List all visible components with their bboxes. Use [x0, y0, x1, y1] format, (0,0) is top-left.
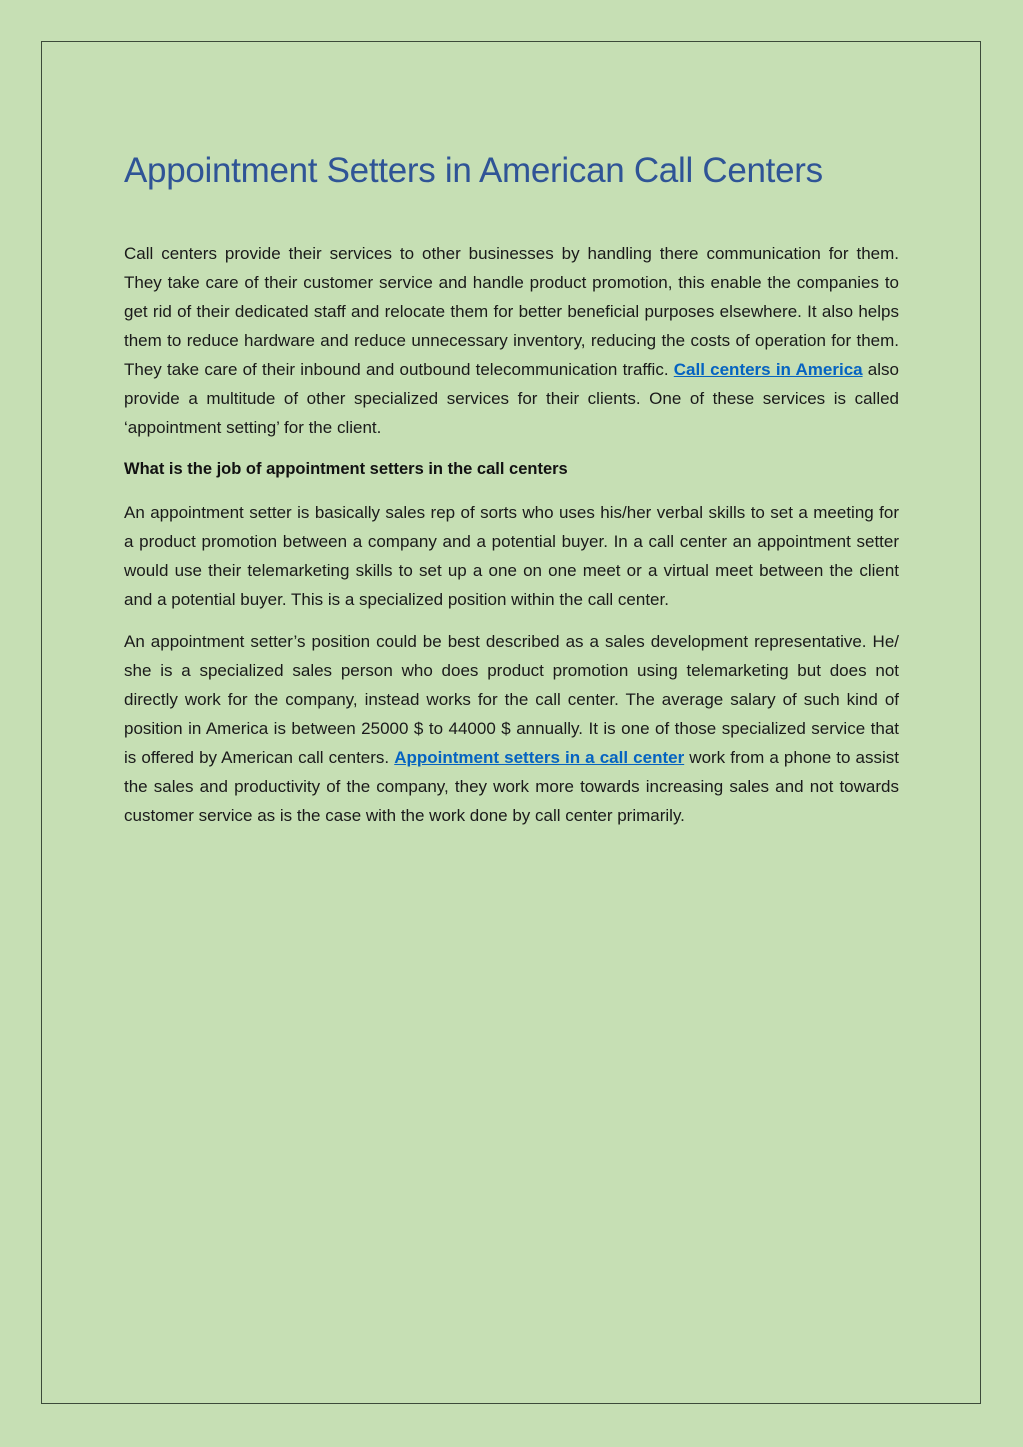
- sales-rep-text-start: An appointment setter’s position could be best described as a sales development representative. He/ she is a specialized sales person who does product promotion using telemarketing but does not directly work for the company, instead works for the call center. The average salary of such kind of position in America is between 25000 $ to 44000 $ annually. It is one of those specialized service that is offered by American call centers.: [124, 632, 899, 767]
- page-title: Appointment Setters in American Call Centers: [124, 151, 823, 190]
- document-body: [124, 148, 899, 830]
- sales-rep-text-end: work from a phone to assist the sales and productivity of the company, they work more towards increasing sales and not towards customer service as is the case with the work done by call center primarily.: [124, 748, 899, 825]
- job-description-paragraph: An appointment setter is basically sales rep of sorts who uses his/her verbal skills to set a meeting for a product promotion between a company and a potential buyer. In a call center an appointment setter would use their telemarketing skills to set up a one on one meet or a virtual meet between the client and a potential buyer. This is a specialized position within the call center.: [124, 503, 899, 609]
- section-heading: What is the job of appointment setters in the call centers: [124, 460, 568, 478]
- intro-text-start: Call centers provide their services to other businesses by handling there communication for them. They take care of their customer service and handle product promotion, this enable the companies to get rid of their dedicated staff and relocate them for better beneficial purposes elsewhere. It also helps them to reduce hardware and reduce unnecessary inventory, reducing the costs of operation for them. They take care of their inbound and outbound telecommunication traffic.: [124, 244, 899, 379]
- intro-text-end: also provide a multitude of other specialized services for their clients. One of these services is called ‘appointment setting’ for the client.: [124, 360, 899, 437]
- intro-paragraph: [124, 239, 899, 442]
- call-centers-in-america-link[interactable]: Call centers in America: [673, 360, 863, 379]
- appointment-setters-link[interactable]: Appointment setters in a call center: [394, 748, 685, 767]
- sales-rep-paragraph: [124, 627, 899, 830]
